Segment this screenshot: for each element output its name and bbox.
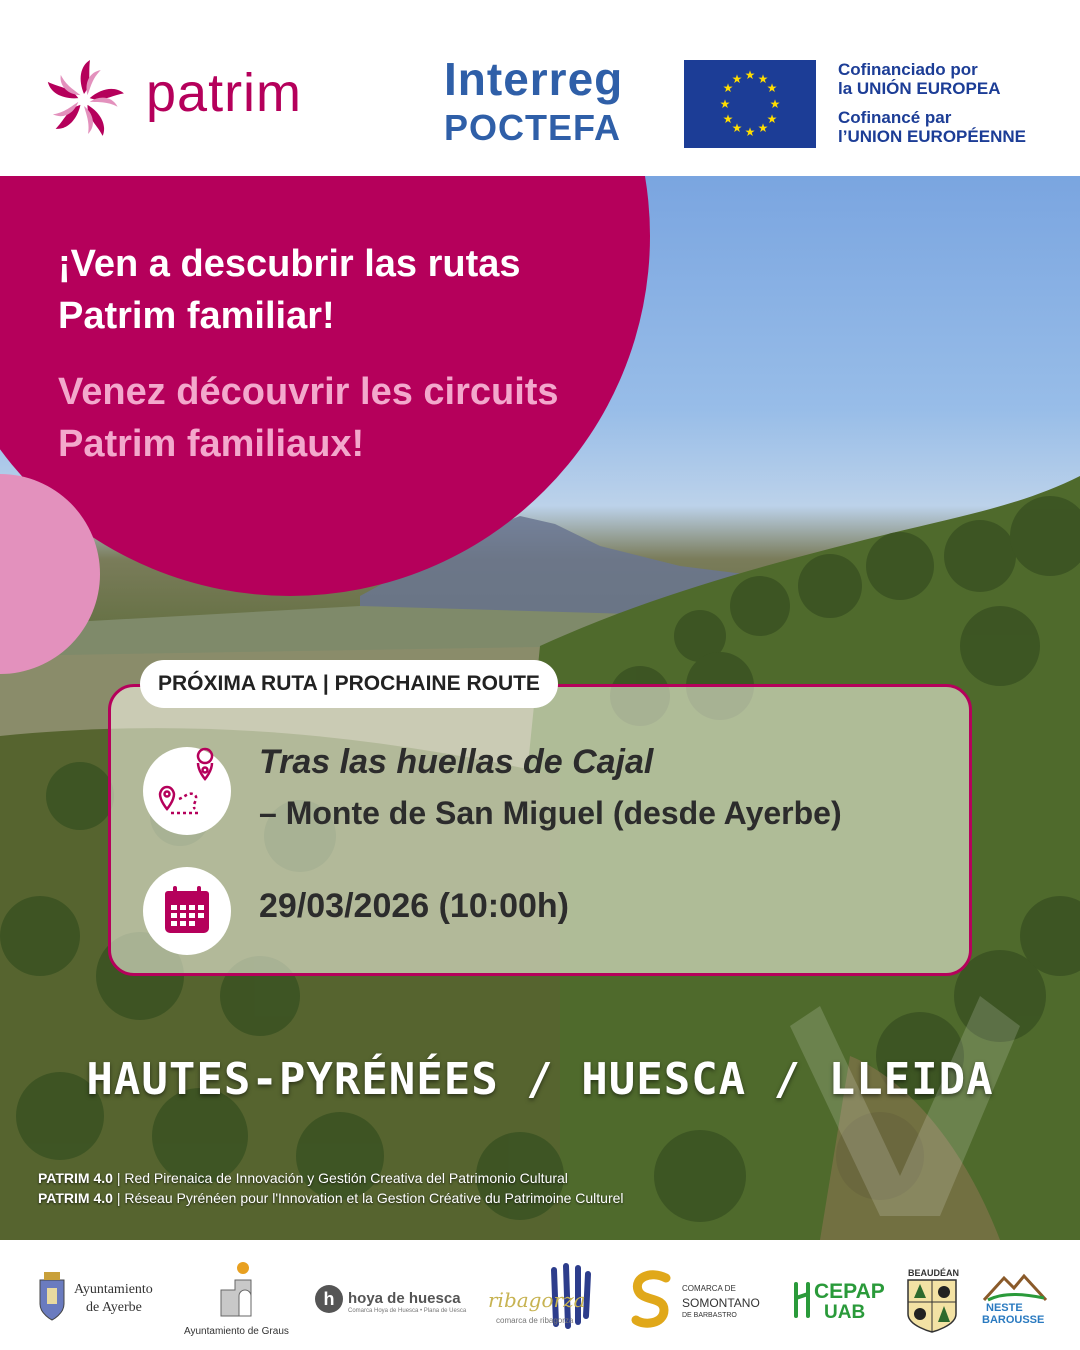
route-subtitle: – Monte de San Miguel (desde Ayerbe) bbox=[259, 795, 842, 831]
graus-label: Ayuntamiento de Graus bbox=[184, 1326, 289, 1337]
svg-text:★: ★ bbox=[722, 81, 734, 95]
ayerbe-line-2: de Ayerbe bbox=[86, 1300, 142, 1315]
next-route-tag: PRÓXIMA RUTA | PROCHAINE ROUTE bbox=[140, 660, 558, 708]
svg-text:★: ★ bbox=[757, 72, 769, 86]
logo-ayerbe bbox=[36, 1240, 176, 1350]
somontano-line-1: COMARCA DE bbox=[682, 1284, 736, 1293]
headline-french: Venez découvrir les circuits Patrim familiaux! bbox=[58, 371, 559, 465]
eu-line-4: l’UNION EUROPÉENNE bbox=[838, 127, 1026, 146]
ribagorza-label: ribagorza bbox=[488, 1288, 586, 1312]
eu-line-3: Cofinancé par bbox=[838, 108, 952, 127]
partner-logos-bar bbox=[0, 1240, 1080, 1350]
project-desc-text: | Red Pirenaica de Innovación y Gestión Creativa del Patrimonio Cultural bbox=[112, 1170, 568, 1186]
poctefa-text: POCTEFA bbox=[444, 107, 622, 148]
barousse-label: BAROUSSE bbox=[982, 1314, 1045, 1326]
cepap-figures-icon bbox=[790, 1280, 814, 1320]
eu-flag-icon bbox=[684, 60, 816, 148]
route-card bbox=[108, 684, 972, 976]
eu-line-2: la UNIÓN EUROPEA bbox=[838, 79, 1001, 98]
logo-ribagorza bbox=[488, 1240, 610, 1350]
ribagorza-sub-label: comarca de ribagorza bbox=[496, 1316, 574, 1325]
svg-text:★: ★ bbox=[744, 68, 756, 82]
route-title: Tras las huellas de Cajal bbox=[259, 743, 654, 781]
logo-cepap-uab bbox=[790, 1240, 890, 1350]
svg-text:★: ★ bbox=[719, 97, 731, 111]
interreg-text: Interreg bbox=[444, 53, 624, 105]
calendar-icon bbox=[143, 867, 231, 955]
beaudean-label: BEAUDÉAN bbox=[908, 1268, 960, 1278]
uab-label: UAB bbox=[824, 1302, 866, 1323]
project-description-fr bbox=[38, 1190, 624, 1206]
header bbox=[0, 0, 1080, 176]
svg-text:★: ★ bbox=[731, 121, 743, 135]
mountain-icon bbox=[980, 1272, 1050, 1302]
hoya-sub-label: Comarca Hoya de Huesca • Plana de Uesca bbox=[348, 1308, 467, 1314]
coat-of-arms-icon bbox=[36, 1270, 68, 1326]
somontano-s-icon bbox=[630, 1270, 674, 1330]
ayerbe-line-1: Ayuntamiento bbox=[74, 1282, 153, 1297]
somontano-line-3: DE BARBASTRO bbox=[682, 1312, 737, 1319]
svg-text:★: ★ bbox=[766, 112, 778, 126]
hoya-h-icon bbox=[314, 1284, 344, 1314]
svg-text:★: ★ bbox=[722, 112, 734, 126]
patrim-wordmark: patrim bbox=[146, 63, 303, 123]
eu-line-1: Cofinanciado por bbox=[838, 60, 978, 79]
interreg-poctefa-logo bbox=[444, 54, 654, 154]
svg-text:★: ★ bbox=[769, 97, 781, 111]
logo-beaudean bbox=[904, 1240, 964, 1350]
logo-neste-barousse bbox=[980, 1240, 1060, 1350]
project-name: PATRIM 4.0 bbox=[38, 1190, 113, 1206]
patrim-logo bbox=[36, 58, 336, 138]
hero-photo bbox=[0, 176, 1080, 1240]
cepap-label: CEPAP bbox=[814, 1280, 885, 1303]
patrim-star-icon bbox=[36, 58, 132, 142]
beaudean-crest-icon bbox=[906, 1278, 958, 1334]
eu-cofunding-text bbox=[838, 60, 1068, 146]
logo-graus bbox=[180, 1240, 300, 1350]
svg-text:★: ★ bbox=[744, 125, 756, 139]
neste-label: NESTE bbox=[986, 1302, 1023, 1314]
regions-heading: HAUTES-PYRÉNÉES / HUESCA / LLEIDA bbox=[86, 1054, 994, 1105]
logo-hoya-de-huesca bbox=[314, 1240, 474, 1350]
route-date: 29/03/2026 (10:00h) bbox=[259, 887, 569, 925]
project-name: PATRIM 4.0 bbox=[38, 1170, 113, 1186]
project-description-es bbox=[38, 1170, 568, 1186]
somontano-line-2: SOMONTANO bbox=[682, 1296, 760, 1310]
route-icon bbox=[143, 747, 231, 835]
svg-text:★: ★ bbox=[731, 72, 743, 86]
svg-text:★: ★ bbox=[766, 81, 778, 95]
graus-monument-icon bbox=[215, 1260, 265, 1320]
headline-spanish: ¡Ven a descubrir las rutas Patrim familiar! bbox=[58, 243, 521, 337]
svg-text:h: h bbox=[323, 1289, 335, 1309]
project-desc-text: | Réseau Pyrénéen pour l'Innovation et la Gestion Créative du Patrimoine Culturel bbox=[112, 1190, 624, 1206]
logo-somontano bbox=[630, 1240, 770, 1350]
hoya-label: hoya de huesca bbox=[348, 1290, 461, 1307]
svg-text:★: ★ bbox=[757, 121, 769, 135]
